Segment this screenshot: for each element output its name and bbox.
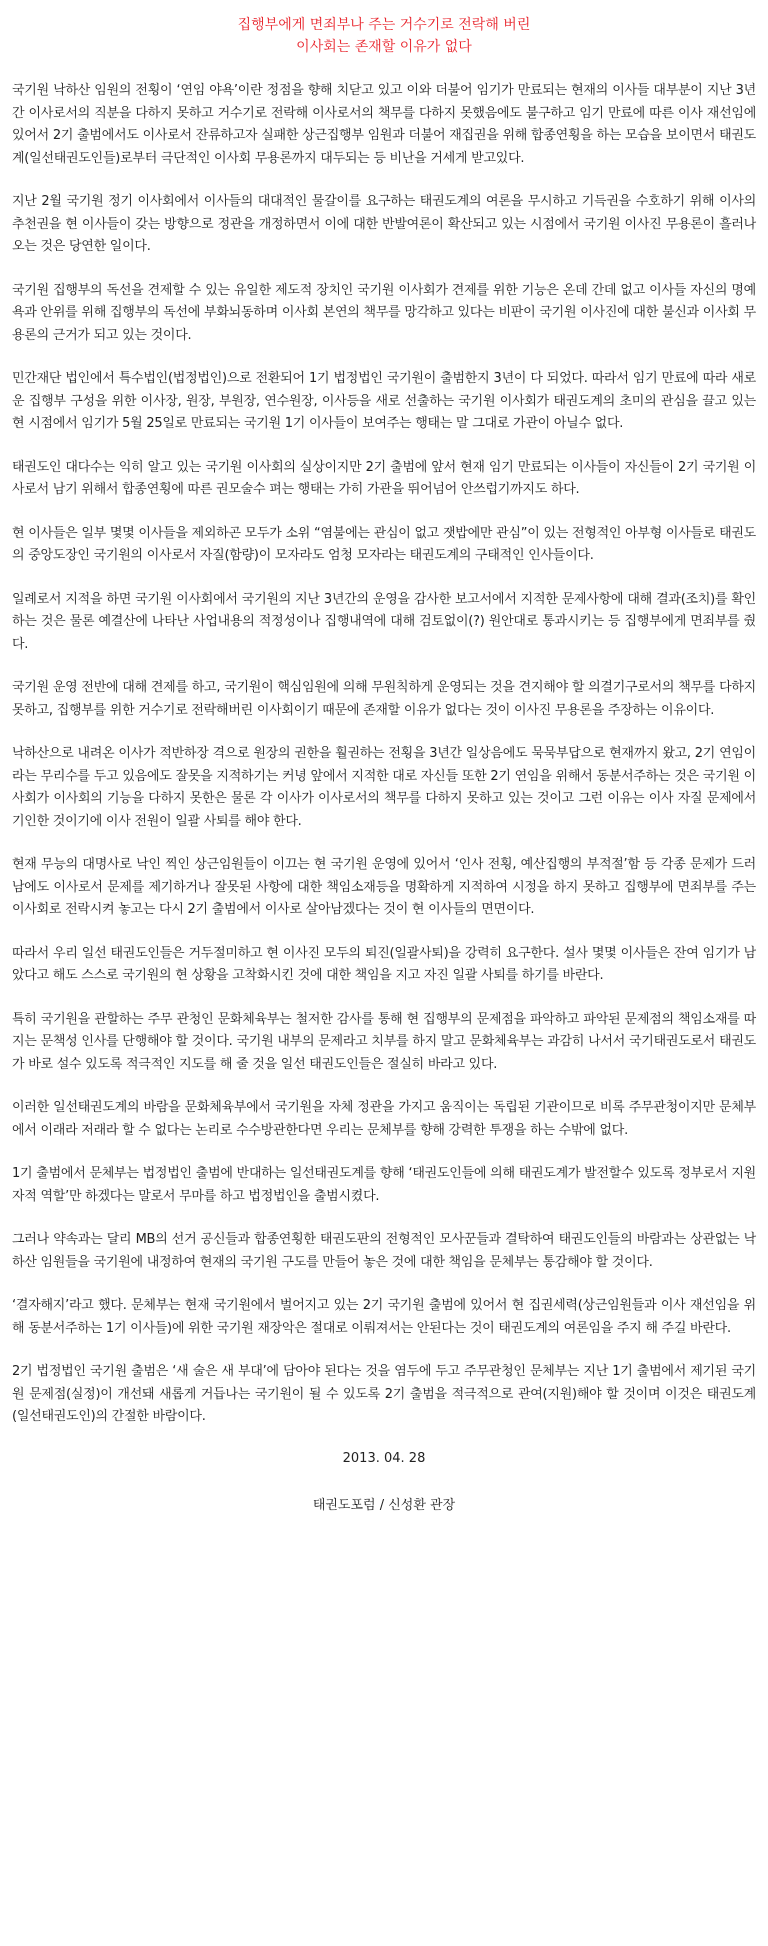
- body-paragraph: 현재 무능의 대명사로 낙인 찍인 상근임원들이 이끄는 현 국기원 운영에 있어서 ‘인사 전횡, 예산집행의 부적절’함 등 각종 문제가 드러남에도 이사로서 문제를 제기하거나 잘못된 사항에 대한 책임소재등을 명확하게 지적하여 시정을 하지 못하고 집행부에 면죄부를 주는 이사회로 전락시켜 놓고는 다시 2기 출범에서 이사로 살아남겠다는 것이 현 이사들의 면면이다.: [12, 857, 756, 917]
- author-signature: 태권도포럼 / 신성환 관장: [312, 1497, 456, 1513]
- body-paragraph: 지난 2월 국기원 정기 이사회에서 이사들의 대대적인 물갈이를 요구하는 태권도계의 여론을 무시하고 기득권을 수호하기 위해 이사의 추천권을 현 이사들이 갖는 방향으로 정관을 개정하면서 이에 대한 반발여론이 확산되고 있는 시점에서 국기원 이사진 무용론이 흘러나오는 것은 당연한 일이다.: [12, 194, 756, 254]
- body-paragraph: 태권도인 대다수는 익히 알고 있는 국기원 이사회의 실상이지만 2기 출범에 앞서 현재 임기 만료되는 이사들이 자신들이 2기 국기원 이사로서 남기 위해서 합종연횡에 따른 권모술수 펴는 행태는 가히 가관을 뛰어넘어 안쓰럽기까지도 하다.: [12, 459, 756, 497]
- body-paragraph: 2기 법정법인 국기원 출범은 ‘새 술은 새 부대’에 담아야 된다는 것을 염두에 두고 주무관청인 문체부는 지난 1기 출범에서 제기된 국기원 문제점(실정)이 개선돼 새롭게 거듭나는 국기원이 될 수 있도록 2기 출범을 적극적으로 관여(지원)해야 할 것이며 이것은 태권도계(일선태권도인)의 간절한 바람이다.: [12, 1364, 756, 1424]
- body-paragraph: 이러한 일선태권도계의 바람을 문화체육부에서 국기원을 자체 정관을 가지고 움직이는 독립된 기관이므로 비록 주무관청이지만 문체부에서 이래라 저래라 할 수 없다는 논리로 수수방관한다면 우리는 문체부를 향해 강력한 투쟁을 하는 수밖에 없다.: [12, 1100, 756, 1138]
- body-paragraph: 그러나 약속과는 달리 MB의 선거 공신들과 합종연횡한 태권도판의 전형적인 모사꾼들과 결탁하여 태권도인들의 바람과는 상관없는 낙하산 임원들을 국기원에 내정하여 현재의 국기원 구도를 만들어 놓은 것에 대한 책임을 문체부는 통감해야 할 것이다.: [12, 1232, 756, 1270]
- body-paragraph: 따라서 우리 일선 태권도인들은 거두절미하고 현 이사진 모두의 퇴진(일괄사퇴)을 강력히 요구한다. 설사 몇몇 이사들은 잔여 임기가 남았다고 해도 스스로 국기원의 현 상황을 고착화시킨 것에 대한 책임을 지고 자진 일괄 사퇴를 하기를 바란다.: [12, 945, 756, 983]
- body-paragraph: 일례로서 지적을 하면 국기원 이사회에서 국기원의 지난 3년간의 운영을 감사한 보고서에서 지적한 문제사항에 대해 결과(조치)를 확인하는 것은 물론 예결산에 나타난 사업내용의 적정성이나 집행내역에 대해 검토없이(?) 원안대로 통과시키는 등 집행부에게 면죄부를 줬다.: [12, 591, 756, 652]
- title-line-1: 집행부에게 면죄부나 주는 거수기로 전락해 버린: [237, 17, 531, 33]
- body-paragraph: 특히 국기원을 관할하는 주무 관청인 문화체육부는 철저한 감사를 통해 현 집행부의 문제점을 파악하고 파악된 문제점의 책임소재를 따지는 문책성 인사를 단행해야 할 것이다. 국기원 내부의 문제라고 치부를 하지 말고 문화체육부는 과감히 나서서 국기태권도로서 태권도가 바로 설수 있도록 적극적인 지도를 해 줄 것을 일선 태권도인들은 절실히 바라고 있다.: [12, 1011, 756, 1072]
- body-paragraph: 국기원 집행부의 독선을 견제할 수 있는 유일한 제도적 장치인 국기원 이사회가 견제를 위한 기능은 온데 간데 없고 이사들 자신의 명예욕과 안위를 위해 집행부의 독선에 부화뇌동하며 이사회 본연의 책무를 망각하고 있다는 비판이 국기원 이사진에 대한 불신과 이사회 무용론의 근거가 되고 있는 것이다.: [12, 282, 756, 343]
- document-title: [12, 14, 756, 58]
- body-paragraph: 1기 출범에서 문체부는 법정법인 출범에 반대하는 일선태권도계를 향해 ‘태권도인들에 의해 태권도계가 발전할수 있도록 정부로서 지원자적 역할’만 하겠다는 말로서 무마를 하고 법정법인을 출범시켰다.: [12, 1166, 756, 1204]
- body-paragraph: 국기원 낙하산 임원의 전횡이 ‘연임 야욕’이란 정점을 향해 치닫고 있고 이와 더불어 임기가 만료되는 현재의 이사들 대부분이 지난 3년간 이사로서의 직분을 다하지 못하고 거수기로 전락해 이사로서의 책무를 다하지 못했음에도 불구하고 임기 만료에 따른 이사 재선임에 있어서 2기 출범에서도 이사로서 잔류하고자 실패한 상근집행부 임원과 더불어 재집권을 위해 합종연횡을 하는 모습을 보이면서 태권도계(일선태권도인들)로부터 극단적인 이사회 무용론까지 대두되는 등 비난을 거세게 받고있다.: [12, 83, 756, 166]
- body-paragraph: ‘결자해지’라고 했다. 문체부는 현재 국기원에서 벌어지고 있는 2기 국기원 출범에 있어서 현 집권세력(상근임원들과 이사 재선임을 위해 동분서주하는 1기 이사들)에 위한 국기원 재장악은 절대로 이뤄져서는 안된다는 것이 태권도계의 여론임을 주지 해 주길 바란다.: [12, 1298, 756, 1336]
- body-paragraph: 현 이사들은 일부 몇몇 이사들을 제외하곤 모두가 소위 “염불에는 관심이 없고 잿밥에만 관심”이 있는 전형적인 아부형 이사들로 태권도의 중앙도장인 국기원의 이사로서 자질(함량)이 모자라도 엄청 모자라는 태권도계의 구태적인 인사들이다.: [12, 525, 756, 563]
- document-date: 2013. 04. 28: [342, 1450, 426, 1466]
- body-paragraph: 낙하산으로 내려온 이사가 적반하장 격으로 원장의 권한을 훨권하는 전횡을 3년간 일상음에도 묵묵부답으로 현재까지 왔고, 2기 연임이라는 무리수를 두고 있음에도 잘못을 지적하기는 커녕 앞에서 지적한 대로 자신들 또한 2기 연임을 위해서 동분서주하는 것은 국기원 이사회가 이사회의 기능을 다하지 못한은 물론 각 이사가 이사로서의 책무를 다하지 못하고 있는 것이고 그런 이유는 이사 자질 문제에서 기인한 것이기에 이사 전원이 일괄 사퇴를 해야 한다.: [12, 746, 756, 829]
- title-line-2: 이사회는 존재할 이유가 없다: [296, 39, 472, 55]
- body-paragraph: 국기원 운영 전반에 대해 견제를 하고, 국기원이 핵심임원에 의해 무원칙하게 운영되는 것을 견지해야 할 의결기구로서의 책무를 다하지 못하고, 집행부를 위한 거수기로 전락해버린 이사회이기 때문에 존재할 이유가 없다는 것이 이사진 무용론을 주장하는 이유이다.: [12, 680, 756, 718]
- body-paragraph: 민간재단 법인에서 특수법인(법정법인)으로 전환되어 1기 법정법인 국기원이 출범한지 3년이 다 되었다. 따라서 임기 만료에 따라 새로운 집행부 구성을 위한 이사장, 원장, 부원장, 연수원장, 이사등을 새로 선출하는 국기원 이사회가 태권도계의 초미의 관심을 끌고 있는 현 시점에서 임기가 5월 25일로 만료되는 국기원 1기 이사들이 보여주는 행태는 말 그대로 가관이 아닐수 없다.: [12, 371, 756, 431]
